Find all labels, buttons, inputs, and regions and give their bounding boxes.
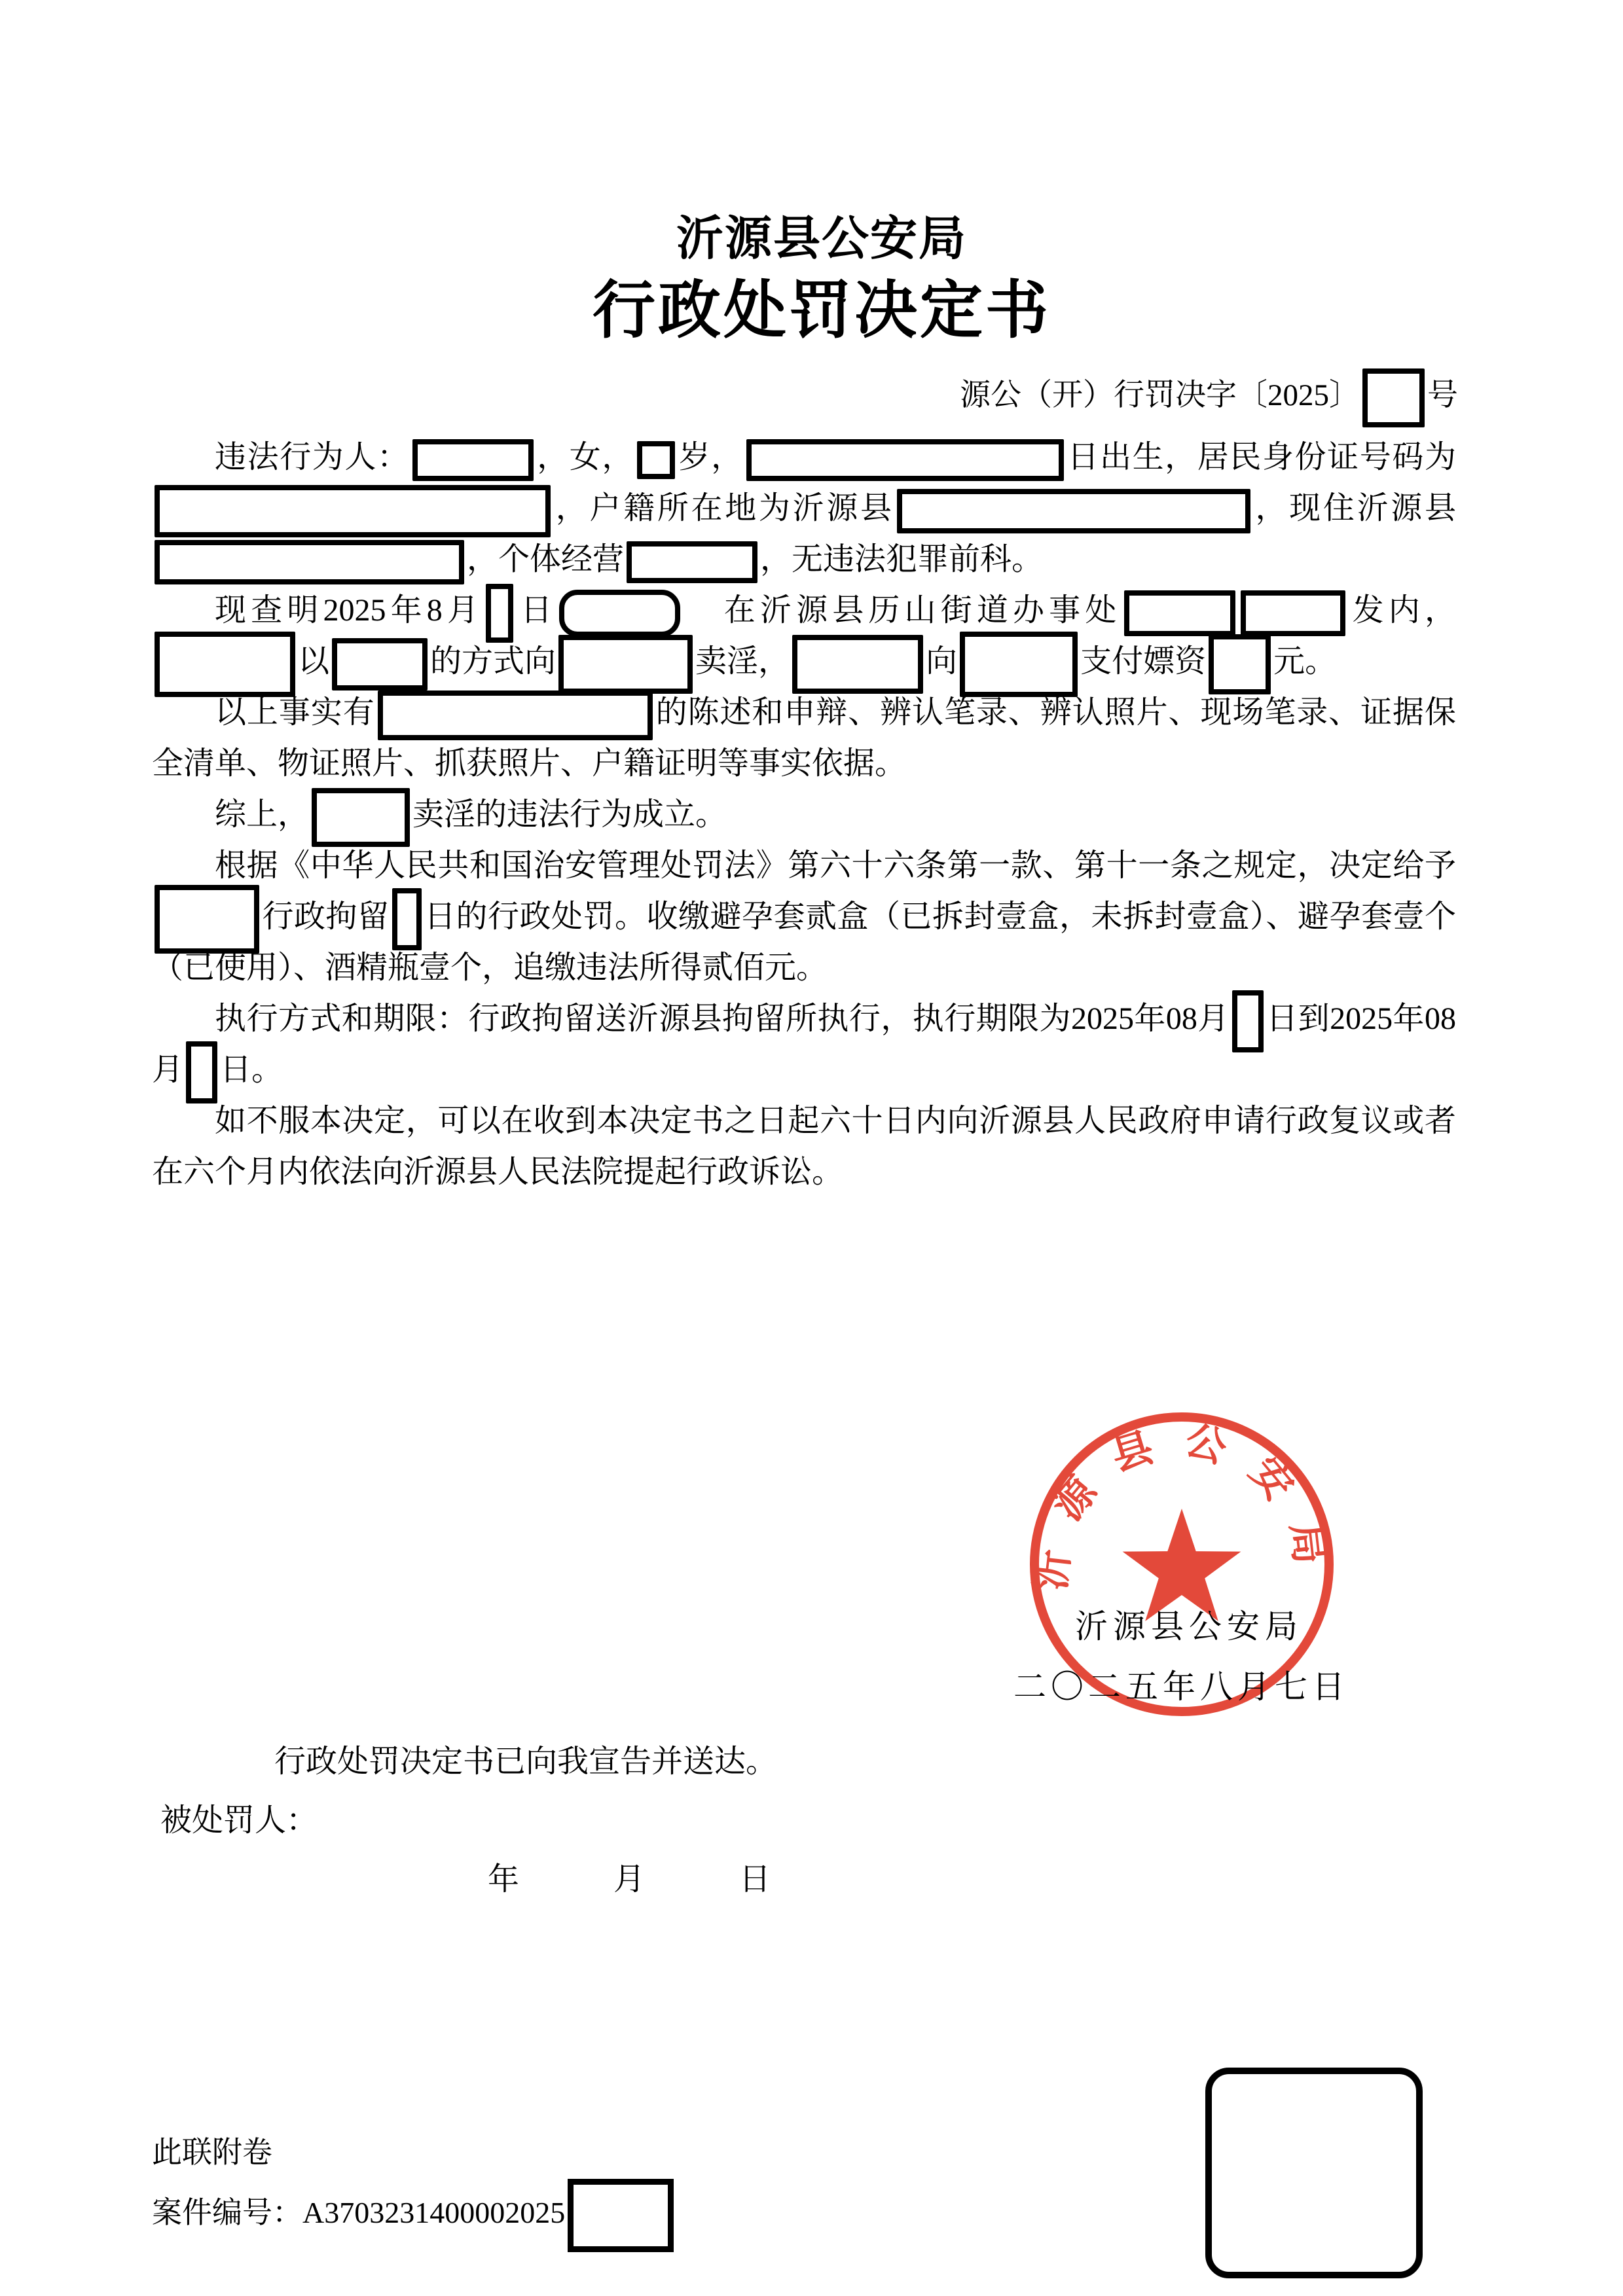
signature-date: 二〇二五年八月七日 — [1013, 1668, 1349, 1705]
punished-person-label: 被处罚人： — [160, 1803, 318, 1838]
text-run: 卖淫的违法行为成立。 — [412, 797, 727, 832]
text-run: 在沂源县历山街道办事处 — [683, 593, 1122, 628]
text-run: ，现住沂源县 — [1252, 491, 1456, 526]
issuing-authority-title: 沂源县公安局 — [676, 213, 967, 265]
seal-arc-text: 沂源县公安局 — [1029, 1418, 1335, 1592]
text-run: 元。 — [1273, 644, 1337, 679]
text-run: 的陈述和申辩、辨认笔录、辨认照片、现场笔录、证据保全清单、物证照片、抓获照片、户籍证明等事实依据。 — [152, 695, 1456, 781]
text-run: 支付嫖资 — [1080, 644, 1207, 679]
text-run: 发内， — [1347, 593, 1456, 628]
text-run: ，户籍所在地为沂源县 — [553, 491, 894, 526]
text-run: 源公（开）行罚决字〔2025〕 — [960, 378, 1360, 412]
text-run: ，女， — [536, 440, 634, 475]
document-body — [152, 432, 1456, 1198]
redacted-current-address — [155, 540, 464, 584]
text-run: ，个体经营 — [467, 542, 625, 577]
redacted-start-day — [1232, 990, 1264, 1052]
redacted-amount — [1209, 634, 1271, 694]
redacted-place-1 — [1124, 590, 1235, 636]
paragraph-penalty — [152, 840, 1456, 994]
redacted-birthdate — [746, 439, 1064, 481]
redacted-id-number — [155, 485, 551, 537]
text-run: 日 — [516, 593, 557, 628]
redacted-household-address — [897, 489, 1250, 533]
redacted-doc-number — [1362, 368, 1425, 427]
text-run: 行政拘留 — [262, 899, 390, 934]
text-run: 综上， — [215, 797, 310, 832]
blank-box-bottom-right — [1205, 2068, 1423, 2278]
text-run: 日出生，居民身份证号码为 — [1066, 440, 1456, 475]
case-number-line — [152, 2177, 674, 2249]
document-number-line — [960, 365, 1458, 425]
redacted-case-suffix — [568, 2179, 674, 2252]
paragraph-facts — [152, 585, 1456, 687]
redacted-offender — [312, 788, 410, 847]
redacted-business — [627, 541, 757, 583]
redacted-day — [486, 584, 513, 643]
text-run: 的方式向 — [430, 644, 556, 679]
text-run: 日到2025年08月 — [152, 1001, 1456, 1087]
text-run: 向 — [926, 644, 958, 679]
redacted-person-3 — [792, 635, 923, 694]
text-run: 根据《中华人民共和国治安管理处罚法》第六十六条第一款、第十一条之规定，决定给予 — [215, 848, 1456, 883]
redacted-method — [332, 638, 428, 691]
redacted-detention-days — [392, 888, 422, 950]
text-run: 号 — [1427, 378, 1458, 412]
signature-date-blanks: 年 月 日 — [488, 1862, 771, 1897]
text-run: 执行方式和期限：行政拘留送沂源县拘留所执行，执行期限为2025年08月 — [215, 1001, 1230, 1036]
text-run: 日的行政处罚。收缴避孕套贰盒（已拆封壹盒，未拆封壹盒）、避孕套壹个（已使用）、酒精瓶壹个，追缴违法所得贰佰元。 — [152, 899, 1456, 985]
acknowledgement-line: 行政处罚决定书已向我宣告并送达。 — [274, 1744, 778, 1779]
text-run: 以 — [298, 644, 330, 679]
text-run: 以上事实有 — [215, 695, 375, 730]
redacted-age — [637, 441, 675, 479]
redacted-detainee — [155, 885, 259, 954]
text-run: 现查明2025年8月 — [215, 593, 484, 628]
paragraph-conclusion — [152, 789, 1456, 840]
case-number-value: A3703231400002025 — [302, 2196, 566, 2229]
attachment-note: 此联附卷 — [152, 2136, 272, 2169]
redacted-time — [559, 590, 680, 637]
redacted-declarant — [378, 691, 653, 740]
text-run: 岁， — [677, 440, 744, 475]
paragraph-offender-info — [152, 432, 1456, 585]
paragraph-execution — [152, 994, 1456, 1096]
text-run: 违法行为人： — [215, 440, 410, 475]
signature-authority: 沂源县公安局 — [1075, 1608, 1303, 1645]
redacted-name — [412, 439, 534, 481]
case-number-label: 案件编号： — [152, 2196, 302, 2229]
redacted-person-2 — [558, 635, 693, 694]
paragraph-appeal-rights — [152, 1096, 1456, 1198]
text-run: 如不服本决定，可以在收到本决定书之日起六十日内向沂源县人民政府申请行政复议或者在六个月内依法向沂源县人民法院提起行政诉讼。 — [152, 1103, 1456, 1189]
paragraph-evidence — [152, 687, 1456, 789]
text-run: 卖淫， — [695, 644, 790, 679]
document-title: 行政处罚决定书 — [593, 276, 1051, 346]
redacted-end-day — [186, 1041, 217, 1103]
text-run: ，无违法犯罪前科。 — [760, 542, 1044, 577]
redacted-place-2 — [1241, 590, 1345, 636]
text-run: 日。 — [220, 1052, 283, 1087]
